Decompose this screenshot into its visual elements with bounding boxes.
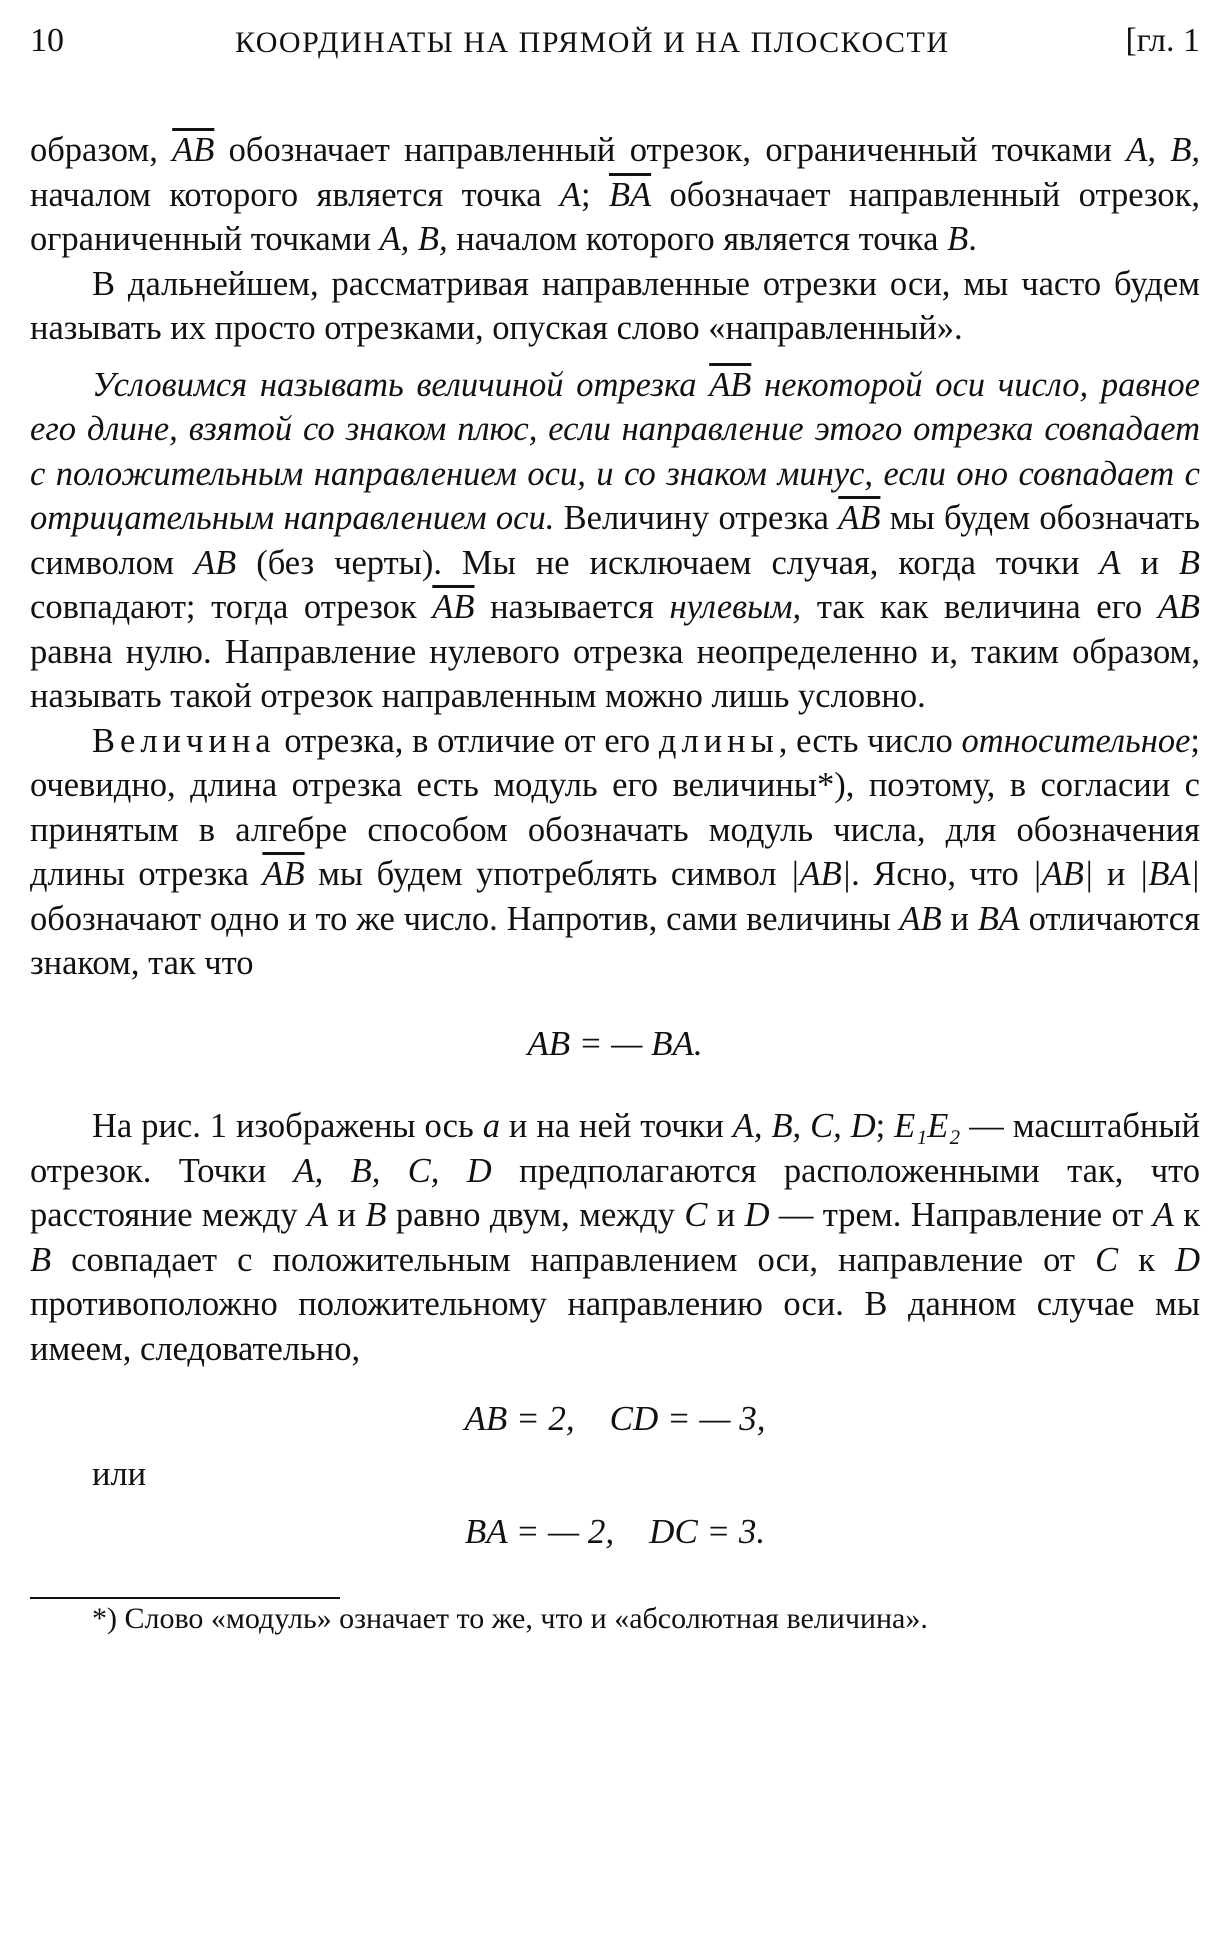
paragraph-4: Величина отрезка, в отличие от его длины, есть число относительное; очевидно, длина отрезка есть модуль его величины*), поэтому, в согласии с принятым в алгебре способом обозначать модуль числа, для обозначения длины отрезка $\overline{AB}$ мы будем употреблять символ |AB|. Ясно, что |AB| и |BA| обозначают одно и то же число. Напротив, сами величины AB и BA отличаются знаком, так что <box>30 721 1201 982</box>
footnote: *) Слово «модуль» означает то же, что и «абсолютная величина». <box>92 1601 928 1635</box>
or-word: или <box>92 1454 147 1493</box>
body-text <box>30 128 1200 1639</box>
paragraph-2: В дальнейшем, рассматривая направленные отрезки оси, мы часто будем называть их просто отрезками, опуская слово «направленный». <box>30 264 1200 347</box>
running-header <box>30 18 1200 70</box>
page <box>30 18 1200 1639</box>
formula-ab-cd: AB = 2, CD = — 3, <box>464 1399 766 1438</box>
page-number: 10 <box>30 22 64 59</box>
chapter-marker: [гл. 1 <box>1125 22 1200 59</box>
paragraph-5: На рис. 1 изображены ось a и на ней точки A, B, C, D; E₁E₂ — масштабный отрезок. Точки A, B, C, D предполагаются расположенными так, что расстояние между A и B равно двум, между C и D — трем. Направление от A к B совпадает с положительным направлением оси, направление от C к D противоположно положительному направлению оси. В данном случае мы имеем, следовательно, <box>30 1107 1200 1368</box>
formula-ab-minus-ba: AB = — BA. <box>527 1023 703 1063</box>
formula-ba-dc: BA = — 2, DC = 3. <box>464 1512 766 1551</box>
paragraph-1: образом, $\overline{AB}$ обозначает направленный отрезок, ограниченный точками A, B, началом которого является точка A; $\overline{BA}$ обозначает направленный отрезок, ограниченный точками A, B, началом которого является точка B. <box>30 131 1201 258</box>
paragraph-3: Условимся называть величиной отрезка $\overline{AB}$ некоторой оси число, равное его длине, взятой со знаком плюс, если направление этого отрезка совпадает с положительным направлением оси, и со знаком минус, если оно совпадает с отрицательным направлением оси. Величину отрезка $\overline{AB}$ мы будем обозначать символом AB (без черты). Мы не исключаем случая, когда точки A и B совпадают; тогда отрезок $\overline{AB}$ называется нулевым, так как величина его AB равна нулю. Направление нулевого отрезка неопределенно и, таким образом, называть такой отрезок направленным можно лишь условно. <box>30 365 1200 715</box>
running-title: КООРДИНАТЫ НА ПРЯМОЙ И НА ПЛОСКОСТИ <box>235 26 950 59</box>
